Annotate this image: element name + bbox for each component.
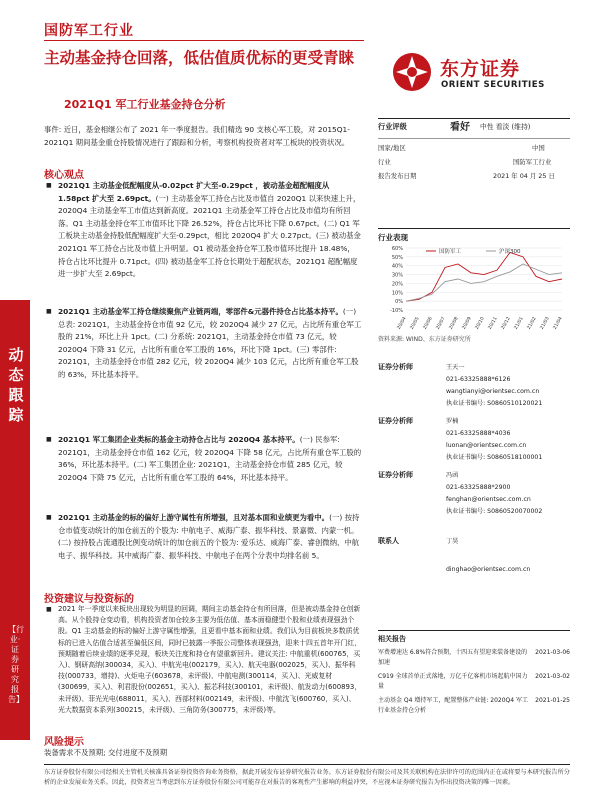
chart-xtick-label: 20/06 bbox=[422, 316, 434, 330]
logo-text-en: ORIENT SECURITIES bbox=[441, 80, 545, 90]
bullet-1-bold: 2021Q1 主动基金低配幅度从-0.02pct 扩大至-0.29pct ，被动基金超配幅度从 1.58pct 扩大至 2.69pct。 bbox=[58, 181, 330, 203]
risk-heading: 风险提示 bbox=[44, 737, 84, 748]
chart-ytick-label: -10% bbox=[390, 308, 403, 314]
rating-row-industry-key: 行业 bbox=[378, 158, 391, 166]
bullet-2-bold: 2021Q1 主动基金军工持仓继续聚焦产业链两端，零部件&元器件持仓占比基本持平。 bbox=[58, 307, 343, 316]
chart-xtick-label: 21/03 bbox=[539, 316, 551, 330]
analyst-1-role: 证券分析师 bbox=[378, 363, 413, 371]
chart-xtick-label: 21/04 bbox=[552, 316, 564, 330]
chart-xtick-label: 20/07 bbox=[435, 316, 447, 330]
core-view-heading: 核心观点 bbox=[44, 170, 84, 181]
rating-row-date-key: 报告发布日期 bbox=[378, 172, 417, 180]
bullet-3-text: (一) 民参军: 2021Q1，主动基金持仓市值 162 亿元，较 2020Q4 下降 58 亿元，占比所有重仓军工股的 36%，环比基本持平。(二) 军工集团企业: 2021Q1，主动基金持仓市值 285 亿元，较 2020Q4 下降 75 亿元，占比所有重仓军工股的 64%，环比基本持平。 bbox=[58, 435, 362, 482]
chart-title: 行业表现 bbox=[378, 233, 408, 242]
related-item-2[interactable] bbox=[378, 672, 570, 692]
report-subtitle: 2021Q1 军工行业基金持仓分析 bbox=[64, 98, 226, 111]
analyst-3-cert: 执业证书编号: S0860520070002 bbox=[446, 508, 543, 515]
chart-ytick-label: 0% bbox=[395, 299, 403, 306]
chart-series-line bbox=[406, 264, 562, 301]
bullet-2-text: (一) 总表: 2021Q1，主动基金持仓市值 92 亿元，较 2020Q4 减少 27 亿元，占比所有重仓军工股的 21%，环比上升 1pct。(二) 分系统: 2021Q1，主动基金持仓市值 73 亿元，较 2020Q4 下降 31 亿元，占比所有重仓军工股的 16%，环比下降 1pct。(三) 零部件: 2021Q1，主动基金持仓市值 282 亿元，较 2020Q4 减少 103 亿元，占比所有重仓军工股的 63%，环比基本持平。 bbox=[58, 307, 362, 379]
analyst-2-cert: 执业证书编号: S0860518100001 bbox=[446, 454, 543, 461]
chart-ytick-label: 20% bbox=[391, 281, 403, 288]
report-title: 主动基金持仓回落，低估值质优标的更受青睐 bbox=[44, 49, 355, 67]
analyst-3-name: 冯函 bbox=[446, 472, 459, 479]
bullet-3 bbox=[44, 434, 362, 484]
chart-series-line bbox=[406, 252, 562, 301]
advice-text: ■ 2021 年一季度以来板块出现较为明显的回调，期间主动基金持仓有所回落，但是被动基金持仓创新高。从个股持仓变动看，机构投资者加仓较多主要为低估值、基本面稳健型个股和业绩表现强劲个股。Q1 主动基金的标的偏好上游守属性增强，且更看中基本面和业绩。我们认为目前板块多数质优标的已进入估值合适甚至偏低区间，同时已披露一季报公司整体表现强劲，迎来十四五首年开门红，预期随着后续业绩的逐季兑现，板块关注度和持仓有望重新回升。建议关注: 中航重机(600765，买入)、钢研高纳(300034，买入)、中航光电(002179，买入)、航天电器(002025，买入)、振华科技(000733，增持)、火炬电子(603678，未评级)、中航电测(300114，买入)、光威复材(300699，买入)、利君股份(002651，买入)、振芯科技(300101，未评级)、航发动力(600893，未评级)、菲光光电(688011，买入)、西部材料(002149，未评级)、中航沈飞(600760，买入)、光大数据资本系列(300215，未评级)、三角防务(300775，未评级)等。 bbox=[44, 604, 362, 716]
rating-top-rule bbox=[378, 118, 570, 119]
chart-ytick-label: 10% bbox=[391, 290, 403, 297]
related-item-3-text: 主动基金 Q4 增持军工，配置整体产业链: 2020Q4 军工行业基金持仓分析 bbox=[378, 697, 529, 714]
related-item-1-text: 军费增速达 6.8%符合预期，十四五有望迎来装备建设的加速 bbox=[378, 649, 528, 666]
side-report-label: 【行业·证券研究报告】 bbox=[8, 625, 24, 704]
chart-legend-label: 国防军工 bbox=[439, 249, 462, 255]
analyst-2-name: 罗楠 bbox=[446, 418, 459, 425]
intro-text: 事件: 近日，基金相继公布了 2021 年一季度报告。我们精选 90 支核心军工股，对 2015Q1-2021Q1 期间基金重仓持股情况进行了跟踪和分析，考察机构投资者对军工板块的投资状况。 bbox=[44, 125, 350, 147]
chart-top-rule bbox=[378, 228, 570, 229]
rating-label: 行业评级 bbox=[378, 122, 407, 131]
chart-ytick-label: 40% bbox=[391, 263, 403, 270]
contact-name: 丁昊 bbox=[446, 538, 459, 545]
footer-disclaimer: 东方证券股份有限公司经相关主管机关核准具备证券投资咨询业务资格，据此开展发布证券研究报告业务。东方证券股份有限公司及其关联机构在法律许可的范围内正在或将要与本研究报告所分析的企业发展业务关系。因此，投资者应当考虑到东方证券股份有限公司可能存在对报告的客观性产生影响的利益冲突，不应视本证券研究报告为作出投资决策的唯一因素。 bbox=[44, 769, 570, 786]
related-item-1[interactable] bbox=[378, 648, 570, 668]
bullet-2 bbox=[44, 306, 362, 382]
contact-role: 联系人 bbox=[378, 537, 399, 545]
chart-xtick-label: 21/02 bbox=[526, 316, 538, 330]
related-item-3-date: 2021-01-25 bbox=[535, 697, 570, 704]
analyst-1-cert: 执业证书编号: S0860510120021 bbox=[446, 400, 543, 407]
performance-chart bbox=[378, 244, 570, 330]
analyst-3-role: 证券分析师 bbox=[378, 471, 413, 479]
analyst-1-email[interactable]: wangtianyi@orientsec.com.cn bbox=[446, 388, 540, 395]
bullet-4-bold: 2021Q1 主动基金的标的偏好上游守属性有所增强，且对基本面和业绩更为看中。 bbox=[58, 513, 330, 522]
related-item-3[interactable] bbox=[378, 696, 570, 716]
chart-xtick-label: 20/12 bbox=[500, 316, 512, 330]
related-item-2-text: C919 全球首单正式落地，万亿千亿客机市场起航中国力量 bbox=[378, 673, 528, 690]
chart-legend-label: 沪深300 bbox=[499, 249, 521, 255]
rating-row-region-key: 国家/地区 bbox=[378, 144, 406, 152]
rating-row-date-val: 2021 年 04 月 25 日 bbox=[493, 172, 555, 180]
rating-value: 看好 bbox=[450, 122, 470, 133]
chart-ytick-label: 30% bbox=[391, 272, 403, 279]
analyst-2-role: 证券分析师 bbox=[378, 417, 413, 425]
contact-email[interactable]: dinghao@orientsec.com.cn bbox=[446, 566, 531, 573]
related-item-1-date: 2021-03-06 bbox=[535, 649, 570, 656]
chart-source: 资料来源: WIND、东方证券研究所 bbox=[378, 336, 471, 343]
header-divider bbox=[44, 40, 364, 41]
rating-levels: 中性 看淡 (维持) bbox=[480, 123, 531, 131]
industry-label: 国防军工行业 bbox=[44, 23, 134, 39]
chart-xtick-label: 20/10 bbox=[474, 316, 486, 330]
bullet-1 bbox=[44, 180, 362, 281]
related-title: 相关报告 bbox=[378, 635, 406, 643]
chart-xtick-label: 20/09 bbox=[461, 316, 473, 330]
analyst-2-email[interactable]: luonan@orientsec.com.cn bbox=[446, 442, 527, 449]
bullet-4 bbox=[44, 512, 362, 562]
bullet-1-text: (一) 主动基金军工持仓占比及市值自 2020Q1 以来快速上升，2020Q4 主动基金军工市值达到新高度。2021Q1 主动基金军工持仓占比及市值均有所回落。Q1 主动基金持仓军工市值环比下降 26.52%，持仓占比环比下降 0.67pct。(二) Q1 军工板块主动基金持股低配幅度扩大至-0.29pct，相比 2020Q4 扩大 0.27pct。(三) 被动基金 2021Q1 军工持仓占比及市值上升明显。Q1 被动基金持仓军工股市值环比提升 18.48%，持仓占比环比提升 0.71pct。(四) 被动基金军工持仓长期处于超配状态，2021Q1 超配幅度进一步扩大至 2.69pct。 bbox=[58, 193, 361, 279]
risk-text: 装备需求不及预期; 交付进度不及预期 bbox=[44, 748, 168, 757]
analyst-1-phone: 021-63325888*6126 bbox=[446, 376, 511, 383]
footer-rule bbox=[44, 764, 570, 765]
rating-row-region-val: 中国 bbox=[532, 144, 545, 152]
chart-xtick-label: 21/01 bbox=[513, 316, 525, 330]
related-top-rule bbox=[378, 630, 570, 631]
advice-heading: 投资建议与投资标的 bbox=[44, 594, 134, 605]
related-item-2-date: 2021-03-02 bbox=[535, 673, 570, 680]
rating-mid-rule bbox=[378, 138, 570, 139]
analyst-3-email[interactable]: fenghan@orientsec.com.cn bbox=[446, 496, 531, 503]
logo-text-cn: 东方证券 bbox=[440, 58, 521, 80]
chart-ytick-label: 50% bbox=[391, 254, 403, 261]
bullet-4-text: (一) 按持仓市值变动统计的加仓前五的个股为: 中航电子、威海广泰、振华科技、景嘉微、内蒙一机。(二) 按持股占流通股比例变动统计的加仓前五的个股为: 爱乐达、威海广泰、睿创微纳、中航电子、振华科技。其中威海广泰、振华科技、中航电子在两个分表中均排名前 5。 bbox=[58, 513, 360, 560]
orient-logo-icon bbox=[392, 52, 432, 92]
chart-ytick-label: 60% bbox=[391, 246, 403, 252]
chart-xtick-label: 20/05 bbox=[409, 316, 421, 330]
chart-xtick-label: 20/08 bbox=[448, 316, 460, 330]
chart-xtick-label: 20/04 bbox=[396, 316, 408, 330]
chart-xtick-label: 20/11 bbox=[487, 316, 499, 330]
bullet-3-bold: 2021Q1 军工集团企业类标的基金主动持仓占比与 2020Q4 基本持平。 bbox=[58, 435, 300, 444]
side-dynamic-label: 动态跟踪 bbox=[8, 346, 24, 424]
rating-row-industry-val: 国防军工行业 bbox=[513, 158, 552, 166]
analyst-1-name: 王天一 bbox=[446, 364, 465, 371]
analyst-2-phone: 021-63325888*4036 bbox=[446, 430, 511, 437]
analyst-3-phone: 021-63325888*2900 bbox=[446, 484, 511, 491]
